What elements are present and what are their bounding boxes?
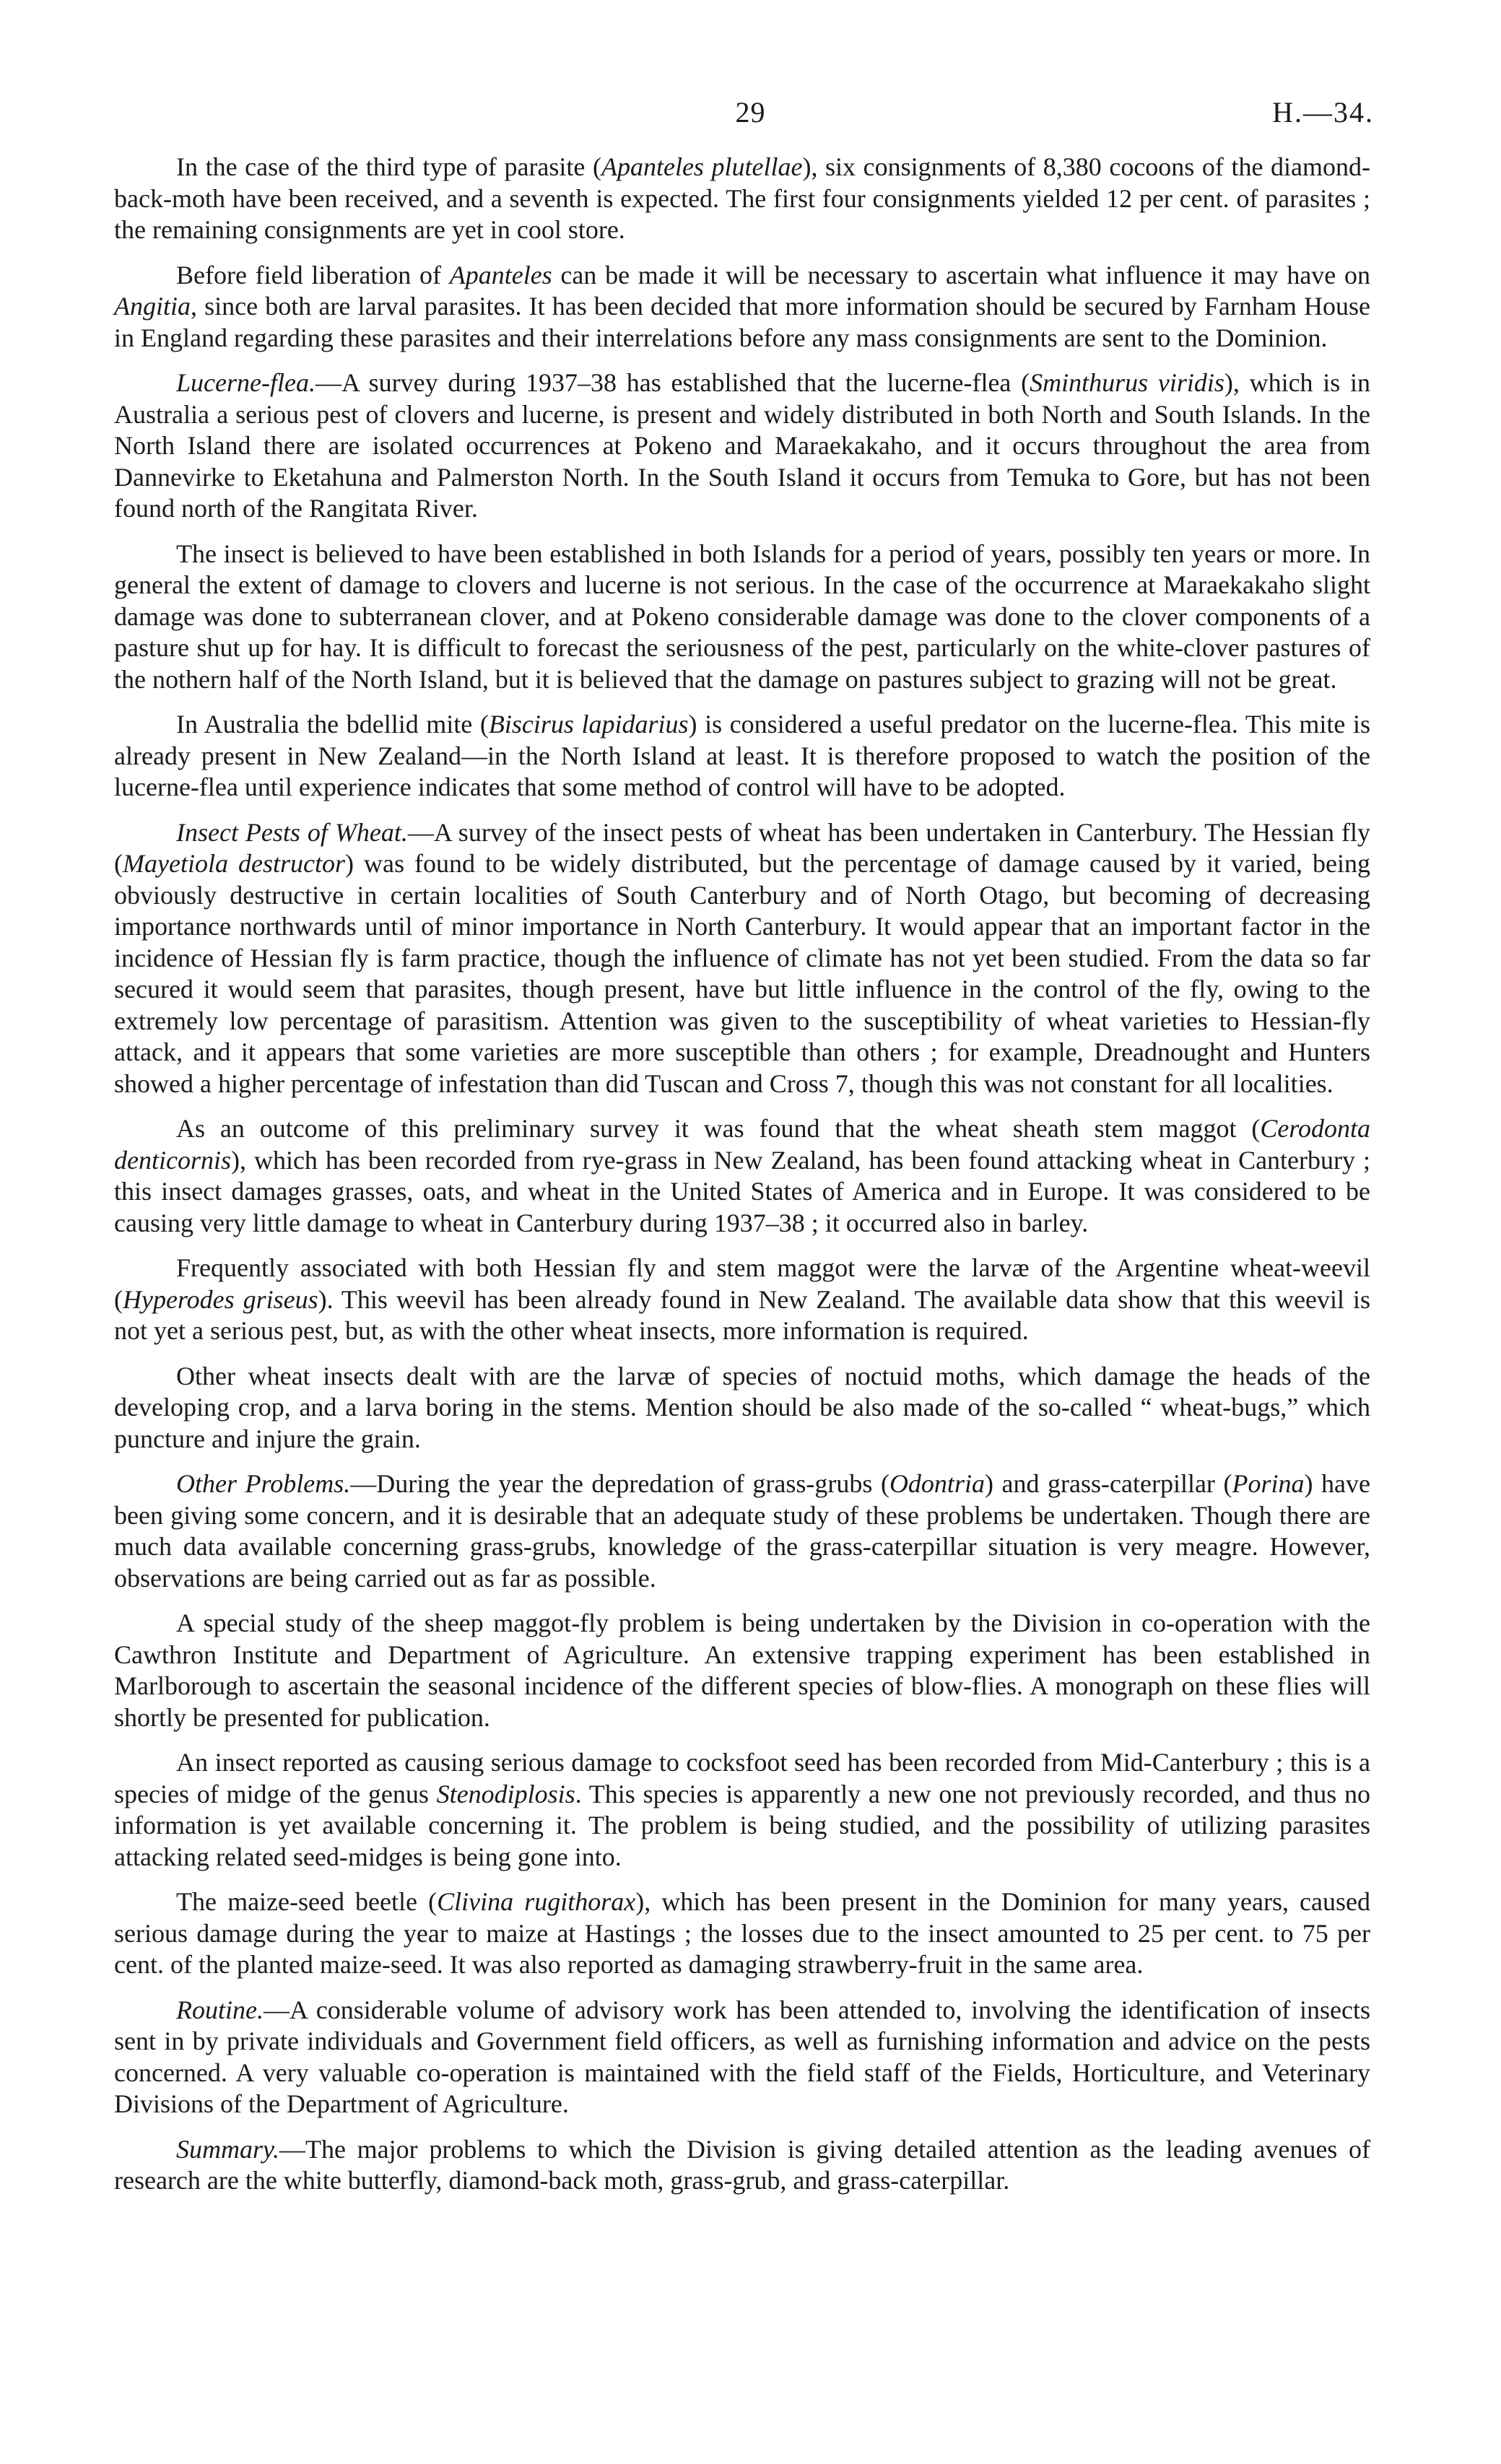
- text-run: —The major problems to which the Division is giving detailed attention as the leading avenues of research are the white butterfly, diamond-back moth, grass-grub, and grass-caterpillar.: [114, 2134, 1370, 2195]
- page-number: 29: [735, 96, 766, 129]
- italic-term: Biscirus lapidarius: [488, 710, 689, 739]
- paragraph-sheep-maggot-fly: [114, 1608, 1370, 1733]
- paragraph-bdellid-mite: [114, 709, 1370, 804]
- paragraph-field-liberation: [114, 260, 1370, 354]
- text-run: The insect is believed to have been established in both Islands for a period of years, possibly ten years or more. In general the extent of damage to clovers and lucerne is not serious. In the case of the occurrence at Maraekakaho slight damage was done to subterranean clover, and at Pokeno considerable damage was done to the clover components of a pasture shut up for hay. It is difficult to forecast the seriousness of the pest, particularly on the white-clover pastures of the nothern half of the North Island, but it is believed that the damage on pastures subject to grazing will not be great.: [114, 539, 1370, 694]
- text-run: ) was found to be widely distributed, but the percentage of damage caused by it varied, being obviously destructive in certain localities of South Canterbury and of North Otago, but becoming of decreasing importance northwards until of minor importance in North Canterbury. It would appear that an important factor in the incidence of Hessian fly is farm practice, though the influence of climate has not yet been studied. From the data so far secured it would seem that parasites, though present, have but little influence in the control of the fly, owing to the extremely low percentage of parasitism. Attention was given to the susceptibility of wheat varieties to Hessian-fly attack, and it appears that some varieties are more susceptible than others ; for example, Dreadnought and Hunters showed a higher percentage of infestation than did Tuscan and Cross 7, though this was not constant for all localities.: [114, 849, 1371, 1098]
- text-run: —A considerable volume of advisory work has been attended to, involving the identification of insects sent in by private individuals and Government field officers, as well as furnishing information and advice on the pests concerned. A very valuable co-operation is maintained with the field staff of the Fields, Horticulture, and Veterinary Divisions of the Department of Agriculture.: [114, 1995, 1370, 2118]
- text-run: ) is considered a useful predator on the lucerne-flea. This mite is already present in New Zealand—in the North Island at least. It is therefore proposed to watch the position of the lucerne-flea until experience indicates that some method of control will have to be adopted.: [114, 710, 1370, 801]
- text-run: ), which is in Australia a serious pest of clovers and lucerne, is present and widely distributed in both North and South Islands. In the North Island there are isolated occurrences at Pokeno and Maraekakaho, and it occurs throughout the area from Dannevirke to Eketahuna and Palmerston North. In the South Island it occurs from Temuka to Gore, but has not been found north of the Rangitata River.: [114, 368, 1371, 523]
- text-run: A special study of the sheep maggot-fly problem is being undertaken by the Division in co-operation with the Cawthron Institute and Department of Agriculture. An extensive trapping experiment has been established in Marlborough to ascertain the seasonal incidence of the different species of blow-flies. A monograph on these flies will shortly be presented for publication.: [114, 1608, 1370, 1732]
- italic-term: Apanteles: [449, 260, 552, 290]
- italic-term: Porina: [1232, 1469, 1305, 1498]
- italic-term: Apanteles plutellae: [601, 152, 803, 181]
- text-run: Other wheat insects dealt with are the larvæ of species of noctuid moths, which damage the heads of the developing crop, and a larva boring in the stems. Mention should be also made of the so-called “ wheat-bugs,” which puncture and injure the grain.: [114, 1361, 1370, 1453]
- paragraph-summary: [114, 2134, 1370, 2197]
- text-run: ) have been giving some concern, and it is desirable that an adequate study of these problems be undertaken. Though there are much data available concerning grass-grubs, knowledge of the grass-caterpillar situation is very meagre. However, observations are being carried out as far as possible.: [114, 1469, 1371, 1593]
- italic-term: Angitia: [114, 292, 191, 321]
- italic-term: Cerodonta denticornis: [114, 1114, 1370, 1175]
- text-run: can be made it will be necessary to ascertain what influence it may have on: [552, 260, 1371, 290]
- paragraph-lucerne-flea: [114, 367, 1370, 525]
- paragraph-apanteles-consignments: [114, 152, 1370, 246]
- text-run: As an outcome of this preliminary survey it was found that the wheat sheath stem maggot (: [176, 1114, 1261, 1143]
- text-run: —A survey of the insect pests of wheat has been undertaken in Canterbury. The Hessian fly (: [114, 817, 1370, 878]
- paragraph-noctuid-moths: [114, 1361, 1370, 1455]
- paragraph-insect-pests-wheat: [114, 817, 1370, 1100]
- italic-term: Insect Pests of Wheat.: [176, 817, 408, 847]
- text-run: The maize-seed beetle (: [176, 1887, 438, 1916]
- document-body: [114, 152, 1370, 2211]
- text-run: , since both are larval parasites. It has been decided that more information should be secured by Farnham House in England regarding these parasites and their interrelations before any mass consignments are sent to the Dominion.: [114, 292, 1370, 352]
- text-run: ). This weevil has been already found in New Zealand. The available data show that this weevil is not yet a serious pest, but, as with the other wheat insects, more information is required.: [114, 1284, 1371, 1345]
- italic-term: Clivina rugithorax: [437, 1887, 636, 1916]
- text-run: ), which has been recorded from rye-grass in New Zealand, has been found attacking wheat in Canterbury ; this insect damages grasses, oats, and wheat in the United States of America and in Europe. It was considered to be causing very little damage to wheat in Canterbury during 1937–38 ; it occurred also in barley.: [114, 1145, 1370, 1237]
- italic-term: Routine.: [176, 1995, 264, 2024]
- paragraph-stem-maggot: [114, 1113, 1370, 1239]
- italic-term: Sminthurus viridis: [1030, 368, 1224, 397]
- italic-term: Odontria: [889, 1469, 985, 1498]
- paragraph-other-problems: [114, 1468, 1370, 1594]
- italic-term: Other Problems.: [176, 1469, 351, 1498]
- text-run: Frequently associated with both Hessian fly and stem maggot were the larvæ of the Argentine wheat-weevil (: [114, 1253, 1370, 1314]
- text-run: An insect reported as causing serious damage to cocksfoot seed has been recorded from Mid-Canterbury ; this is a species of midge of the genus: [114, 1748, 1370, 1808]
- text-run: ), which has been present in the Dominion for many years, caused serious damage during the year to maize at Hastings ; the losses due to the insect amounted to 25 per cent. to 75 per cent. of the planted maize-seed. It was also reported as damaging strawberry-fruit in the same area.: [114, 1887, 1371, 1979]
- paragraph-maize-seed-beetle: [114, 1886, 1370, 1981]
- italic-term: Mayetiola destructor: [123, 849, 345, 878]
- italic-term: Hyperodes griseus: [123, 1284, 318, 1314]
- text-run: Before field liberation of: [176, 260, 450, 290]
- paragraph-insect-established: [114, 539, 1370, 696]
- italic-term: Lucerne-flea.: [176, 368, 316, 397]
- document-code: H.—34.: [1272, 96, 1374, 129]
- text-run: —A survey during 1937–38 has established that the lucerne-flea (: [315, 368, 1030, 397]
- text-run: ) and grass-caterpillar (: [984, 1469, 1232, 1498]
- italic-term: Stenodiplosis: [436, 1779, 575, 1808]
- paragraph-cocksfoot-midge: [114, 1747, 1370, 1873]
- text-run: In Australia the bdellid mite (: [176, 710, 489, 739]
- text-run: In the case of the third type of parasite (: [176, 152, 601, 181]
- text-run: ), six consignments of 8,380 cocoons of the diamond-back-moth have been received, and a seventh is expected. The first four consignments yielded 12 per cent. of parasites ; the remaining consignments are yet in cool store.: [114, 152, 1370, 244]
- italic-term: Summary.: [176, 2134, 279, 2164]
- text-run: . This species is apparently a new one not previously recorded, and thus no information is yet available concerning it. The problem is being studied, and the possibility of utilizing parasites attacking related seed-midges is being gone into.: [114, 1779, 1370, 1871]
- text-run: —During the year the depredation of grass-grubs (: [350, 1469, 889, 1498]
- paragraph-routine: [114, 1995, 1370, 2120]
- paragraph-wheat-weevil: [114, 1253, 1370, 1347]
